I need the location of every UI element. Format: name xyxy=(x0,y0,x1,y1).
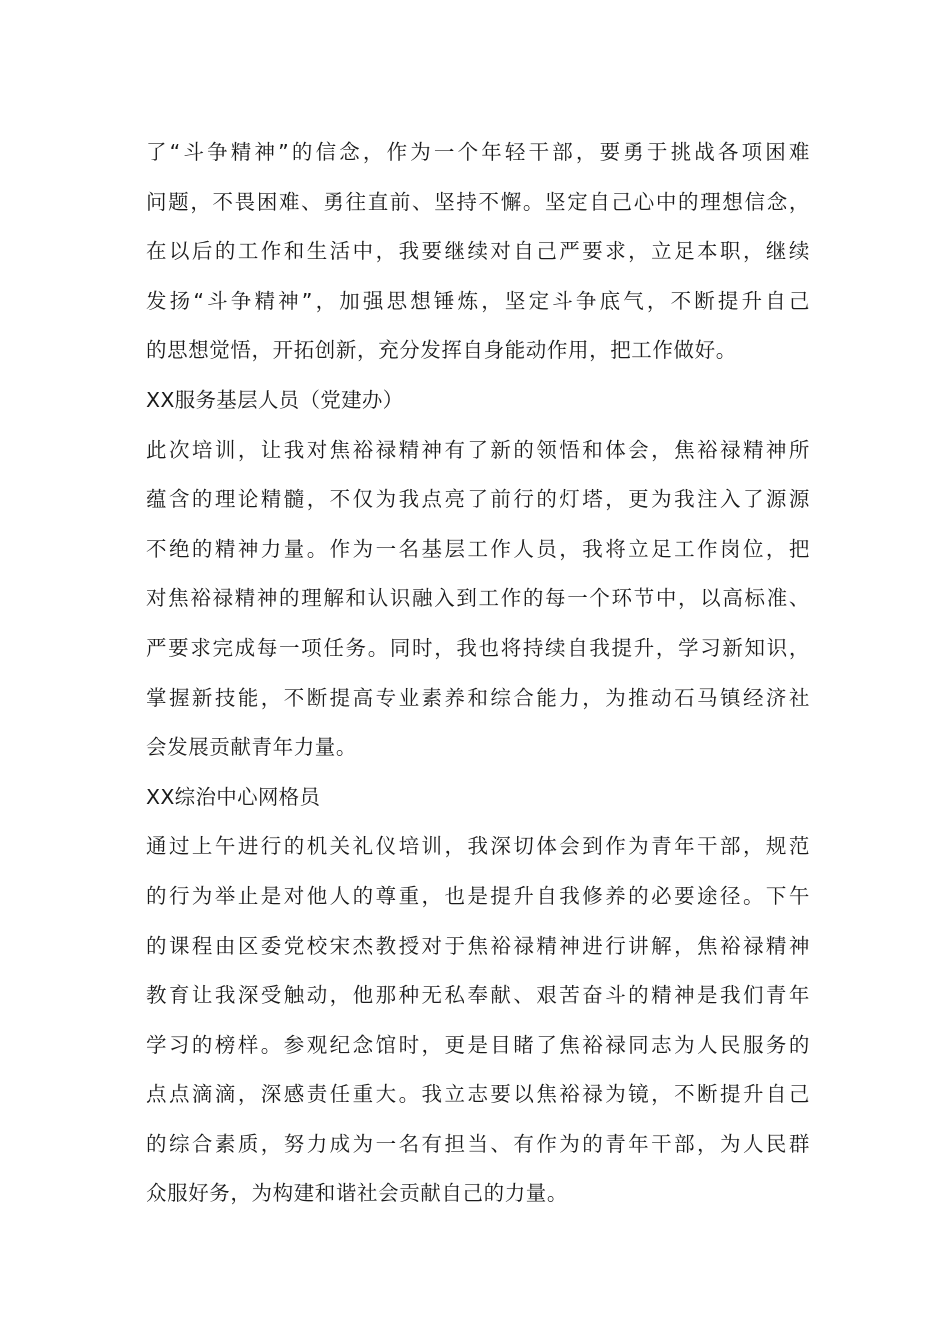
section-heading: XX综治中心网格员 xyxy=(146,784,321,809)
document-body xyxy=(146,128,810,1219)
text-line: 不绝的精神力量。作为一名基层工作人员，我将立足工作岗位，把 xyxy=(146,536,810,561)
text-line: 会发展贡献青年力量。 xyxy=(146,735,357,760)
text-line: 学习的榜样。参观纪念馆时，更是目睹了焦裕禄同志为人民服务的 xyxy=(146,1032,810,1057)
text-line: 了“斗争精神”的信念，作为一个年轻干部，要勇于挑战各项困难 xyxy=(146,140,810,164)
section-heading: XX服务基层人员（党建办） xyxy=(146,387,404,412)
text-line: 的综合素质，努力成为一名有担当、有作为的青年干部，为人民群 xyxy=(146,1131,810,1156)
text-line: 点点滴滴，深感责任重大。我立志要以焦裕禄为镜，不断提升自己 xyxy=(146,1082,810,1107)
text-line: 众服好务，为构建和谐社会贡献自己的力量。 xyxy=(146,1181,568,1206)
text-line: 问题，不畏困难、勇往直前、坚持不懈。坚定自己心中的理想信念， xyxy=(146,189,810,214)
text-line: 的课程由区委党校宋杰教授对于焦裕禄精神进行讲解，焦裕禄精神 xyxy=(146,933,810,958)
text-line: 蕴含的理论精髓，不仅为我点亮了前行的灯塔，更为我注入了源源 xyxy=(146,487,810,512)
paragraph-continuation xyxy=(146,128,810,376)
text-line: 严要求完成每一项任务。同时，我也将持续自我提升，学习新知识， xyxy=(146,635,810,660)
text-line: 通过上午进行的机关礼仪培训，我深切体会到作为青年干部，规范 xyxy=(146,834,810,859)
paragraph-party-office xyxy=(146,426,810,773)
text-line: 掌握新技能，不断提高专业素养和综合能力，为推动石马镇经济社 xyxy=(146,685,810,710)
text-line: 的行为举止是对他人的尊重，也是提升自我修养的必要途径。下午 xyxy=(146,883,810,908)
text-line: 此次培训，让我对焦裕禄精神有了新的领悟和体会，焦裕禄精神所 xyxy=(146,437,810,462)
text-line: 教育让我深受触动，他那种无私奉献、艰苦奋斗的精神是我们青年 xyxy=(146,983,810,1008)
text-line: 在以后的工作和生活中，我要继续对自己严要求，立足本职，继续 xyxy=(146,239,810,264)
text-line: 的思想觉悟，开拓创新，充分发挥自身能动作用，把工作做好。 xyxy=(146,338,737,363)
text-line: 对焦裕禄精神的理解和认识融入到工作的每一个环节中，以高标准、 xyxy=(146,586,810,611)
text-line: 发扬“斗争精神”，加强思想锤炼，坚定斗争底气，不断提升自己 xyxy=(146,288,810,313)
paragraph-grid-worker xyxy=(146,822,810,1219)
